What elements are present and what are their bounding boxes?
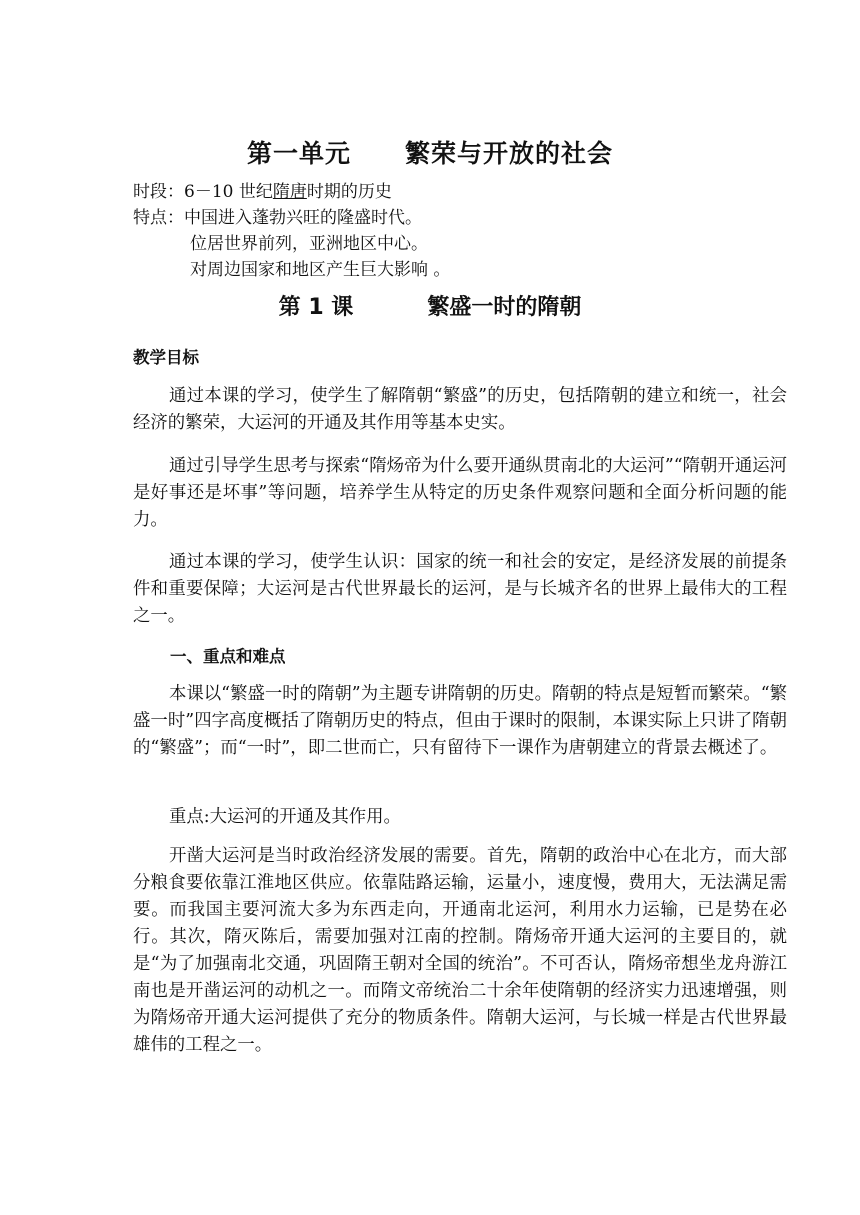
period-prefix: 6－10 世纪 bbox=[184, 182, 273, 202]
section-heading: 一、重点和难点 bbox=[170, 647, 286, 666]
unit-title bbox=[0, 134, 860, 170]
period-highlight: 隋唐 bbox=[272, 182, 307, 202]
section-intro-paragraph: 本课以“繁盛一时的隋朝”为主题专讲隋朝的历史。隋朝的特点是短暂而繁荣。“繁盛一时”四字高度概括了隋朝历史的特点，但由于课时的限制，本课实际上只讲了隋朝的“繁盛”；而“一时”，即二世而亡，只有留待下一课作为唐朝建立的背景去概述了。 bbox=[133, 684, 787, 758]
features-line bbox=[133, 206, 422, 230]
goal-paragraph: 通过引导学生思考与探索“隋炀帝为什么要开通纵贯南北的大运河”“隋朝开通运河是好事还是坏事”等问题，培养学生从特定的历史条件观察问题和全面分析问题的能力。 bbox=[133, 456, 787, 530]
goals-heading: 教学目标 bbox=[133, 348, 199, 367]
feature-item: 对周边国家和地区产生巨大影响 。 bbox=[190, 260, 451, 280]
key-point-paragraph: 重点:大运河的开通及其作用。 bbox=[169, 807, 401, 827]
unit-number: 第一单元 bbox=[246, 139, 351, 168]
lesson-name: 繁盛一时的隋朝 bbox=[427, 295, 582, 320]
feature-item: 中国进入蓬勃兴旺的隆盛时代。 bbox=[184, 208, 422, 228]
feature-item: 位居世界前列，亚洲地区中心。 bbox=[190, 234, 428, 254]
period-line bbox=[133, 180, 392, 204]
features-label: 特点： bbox=[133, 208, 184, 228]
goal-paragraph: 通过本课的学习，使学生了解隋朝“繁盛”的历史，包括隋朝的建立和统一，社会经济的繁荣，大运河的开通及其作用等基本史实。 bbox=[133, 386, 787, 433]
detail-paragraph: 开凿大运河是当时政治经济发展的需要。首先，隋朝的政治中心在北方，而大部分粮食要依靠江淮地区供应。依靠陆路运输，运量小，速度慢，费用大，无法满足需要。而我国主要河流大多为东西走向，开通南北运河，利用水力运输，已是势在必行。其次，隋灭陈后，需要加强对江南的控制。隋炀帝开通大运河的主要目的，就是“为了加强南北交通，巩固隋王朝对全国的统治”。不可否认，隋炀帝想坐龙舟游江南也是开凿运河的动机之一。而隋文帝统治二十余年使隋朝的经济实力迅速增强，则为隋炀帝开通大运河提供了充分的物质条件。隋朝大运河，与长城一样是古代世界最雄伟的工程之一。 bbox=[133, 846, 787, 1055]
lesson-title bbox=[0, 290, 860, 321]
goal-paragraph: 通过本课的学习，使学生认识：国家的统一和社会的安定，是经济发展的前提条件和重要保障；大运河是古代世界最长的运河，是与长城齐名的世界上最伟大的工程之一。 bbox=[133, 552, 787, 626]
period-suffix: 时期的历史 bbox=[306, 182, 392, 202]
unit-name: 繁荣与开放的社会 bbox=[405, 139, 614, 168]
lesson-number: 第 1 课 bbox=[278, 295, 354, 320]
period-label: 时段： bbox=[133, 182, 184, 202]
